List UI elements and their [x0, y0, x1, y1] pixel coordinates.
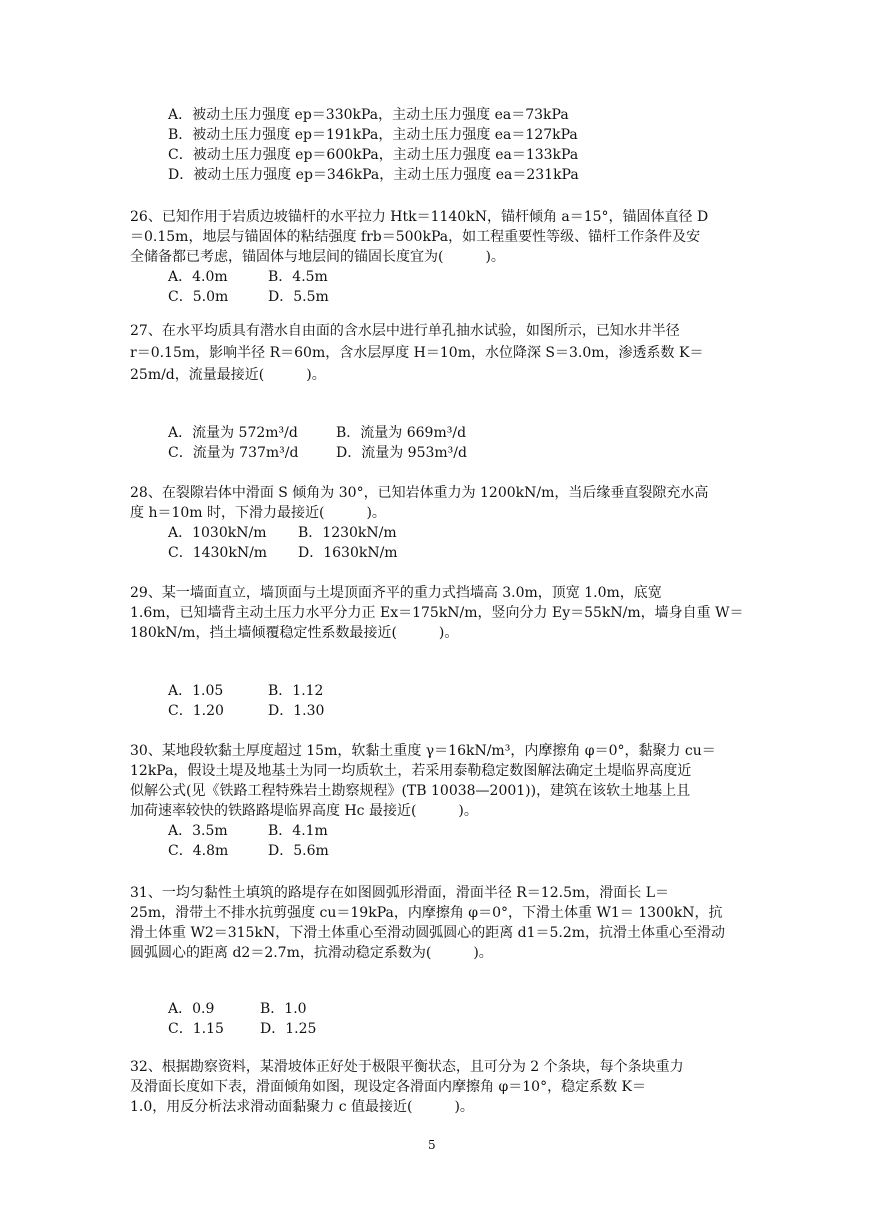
q28-option-a: A．1030kN/m — [168, 525, 267, 541]
q29-stem-line-2: 1.6m，已知墙背主动土压力水平分力正 Ex＝175kN/m，竖向分力 Ey＝55kN/m，墙身自重 W＝ — [130, 605, 744, 621]
q32-stem-line-2: 及滑面长度如下表，滑面倾角如图，现设定各滑面内摩擦角 φ＝10°，稳定系数 K＝ — [130, 1079, 646, 1095]
q31-option-d: D．1.25 — [260, 1021, 317, 1037]
q26-option-a: A．4.0m — [168, 269, 228, 285]
q25-option-c: C．被动土压力强度 ep＝600kPa，主动土压力强度 ea＝133kPa — [168, 147, 579, 163]
q26-stem-line-2: ＝0.15m，地层与锚固体的粘结强度 frb＝500kPa，如工程重要性等级、锚杆工作条件及安 — [130, 229, 701, 245]
q27-options-row-2 — [168, 444, 467, 462]
q30-option-d: D．5.6m — [268, 843, 329, 859]
q26-stem-line-1: 26、已知作用于岩质边坡锚杆的水平拉力 Htk＝1140kN，锚杆倾角 a＝15°，锚固体直径 D — [130, 209, 709, 225]
q29-option-d: D．1.30 — [268, 703, 325, 719]
q27-option-a: A．流量为 572m³/d — [168, 425, 298, 441]
q26-option-d: D．5.5m — [268, 289, 329, 305]
q28-options-row-2 — [168, 544, 398, 562]
q26-options-row-2 — [168, 288, 329, 306]
q30-stem-line-1: 30、某地段软黏土厚度超过 15m，软黏土重度 γ＝16kN/m³，内摩擦角 φ＝0°，黏聚力 cu＝ — [130, 743, 716, 759]
q27-option-c: C．流量为 737m³/d — [168, 445, 299, 461]
q28-stem-line-1: 28、在裂隙岩体中滑面 S 倾角为 30°，已知岩体重力为 1200kN/m，当后缘垂直裂隙充水高 — [130, 485, 709, 501]
q31-stem-line-3: 滑土体重 W2＝315kN，下滑土体重心至滑动圆弧圆心的距离 d1＝5.2m，抗滑土体重心至滑动 — [130, 925, 726, 941]
q30-option-b: B．4.1m — [268, 823, 328, 839]
q26-option-c: C．5.0m — [168, 289, 229, 305]
q30-option-c: C．4.8m — [168, 843, 229, 859]
q29-stem-line-1: 29、某一墙面直立，墙顶面与土堤顶面齐平的重力式挡墙高 3.0m，顶宽 1.0m，底宽 — [130, 585, 662, 601]
q30-stem-line-3: 似解公式(见《铁路工程特殊岩土勘察规程》(TB 10038—2001))，建筑在该软土地基上且 — [130, 783, 691, 799]
q28-option-c: C．1430kN/m — [168, 545, 268, 561]
q31-option-b: B．1.0 — [260, 1001, 307, 1017]
q29-options-row-1 — [168, 682, 323, 700]
q26-options-row-1 — [168, 268, 328, 286]
q29-option-a: A．1.05 — [168, 683, 224, 699]
q31-options-row-2 — [168, 1020, 316, 1038]
q28-stem-line-2: 度 h＝10m 时，下滑力最接近( )。 — [130, 505, 386, 521]
q25-option-d: D．被动土压力强度 ep＝346kPa，主动土压力强度 ea＝231kPa — [168, 167, 579, 183]
q30-options-row-2 — [168, 842, 329, 860]
q27-option-b: B．流量为 669m³/d — [336, 425, 467, 441]
q27-stem-line-2: r＝0.15m，影响半径 R＝60m，含水层厚度 H＝10m，水位降深 S＝3.0m，渗透系数 K＝ — [130, 345, 704, 361]
q25-option-a: A．被动土压力强度 ep＝330kPa，主动土压力强度 ea＝73kPa — [168, 107, 569, 123]
q30-options-row-1 — [168, 822, 328, 840]
q30-stem-line-2: 12kPa，假设土堤及地基土为同一均质软土，若采用泰勒稳定数图解法确定土堤临界高度近 — [130, 763, 692, 779]
q29-option-b: B．1.12 — [268, 683, 324, 699]
q27-options-row-1 — [168, 424, 466, 442]
q30-option-a: A．3.5m — [168, 823, 228, 839]
q28-options-row-1 — [168, 524, 397, 542]
q31-option-c: C．1.15 — [168, 1021, 224, 1037]
q31-stem-line-4: 圆弧圆心的距离 d2＝2.7m，抗滑动稳定系数为( )。 — [130, 945, 493, 961]
q31-stem-line-1: 31、一均匀黏性土填筑的路堤存在如图圆弧形滑面，滑面半径 R＝12.5m，滑面长 L＝ — [130, 885, 669, 901]
q26-stem-line-3: 全储备都已考虑，锚固体与地层间的锚固长度宜为( )。 — [130, 249, 505, 265]
q31-options-row-1 — [168, 1000, 307, 1018]
q30-stem-line-4: 加荷速率较快的铁路路堤临界高度 Hc 最接近( )。 — [130, 803, 478, 819]
q31-stem-line-2: 25m，滑带土不排水抗剪强度 cu＝19kPa，内摩擦角 φ＝0°，下滑土体重 W1＝ 1300kN，抗 — [130, 905, 723, 921]
q29-option-c: C．1.20 — [168, 703, 224, 719]
q28-option-b: B．1230kN/m — [298, 525, 397, 541]
q25-option-b: B．被动土压力强度 ep＝191kPa，主动土压力强度 ea＝127kPa — [168, 127, 578, 143]
q32-stem-line-1: 32、根据勘察资料，某滑坡体正好处于极限平衡状态，且可分为 2 个条块，每个条块重力 — [130, 1059, 684, 1075]
q29-options-row-2 — [168, 702, 324, 720]
q31-option-a: A．0.9 — [168, 1001, 215, 1017]
q32-stem-line-3: 1.0，用反分析法求滑动面黏聚力 c 值最接近( )。 — [130, 1099, 474, 1115]
q27-stem-line-3: 25m/d，流量最接近( )。 — [130, 367, 326, 383]
q27-stem-line-1: 27、在水平均质具有潜水自由面的含水层中进行单孔抽水试验，如图所示，已知水井半径 — [130, 323, 680, 339]
q29-stem-line-3: 180kN/m，挡土墙倾覆稳定性系数最接近( )。 — [130, 625, 459, 641]
q26-option-b: B．4.5m — [268, 269, 328, 285]
q28-option-d: D．1630kN/m — [298, 545, 398, 561]
page-number: 5 — [428, 1138, 436, 1152]
q27-option-d: D．流量为 953m³/d — [336, 445, 467, 461]
